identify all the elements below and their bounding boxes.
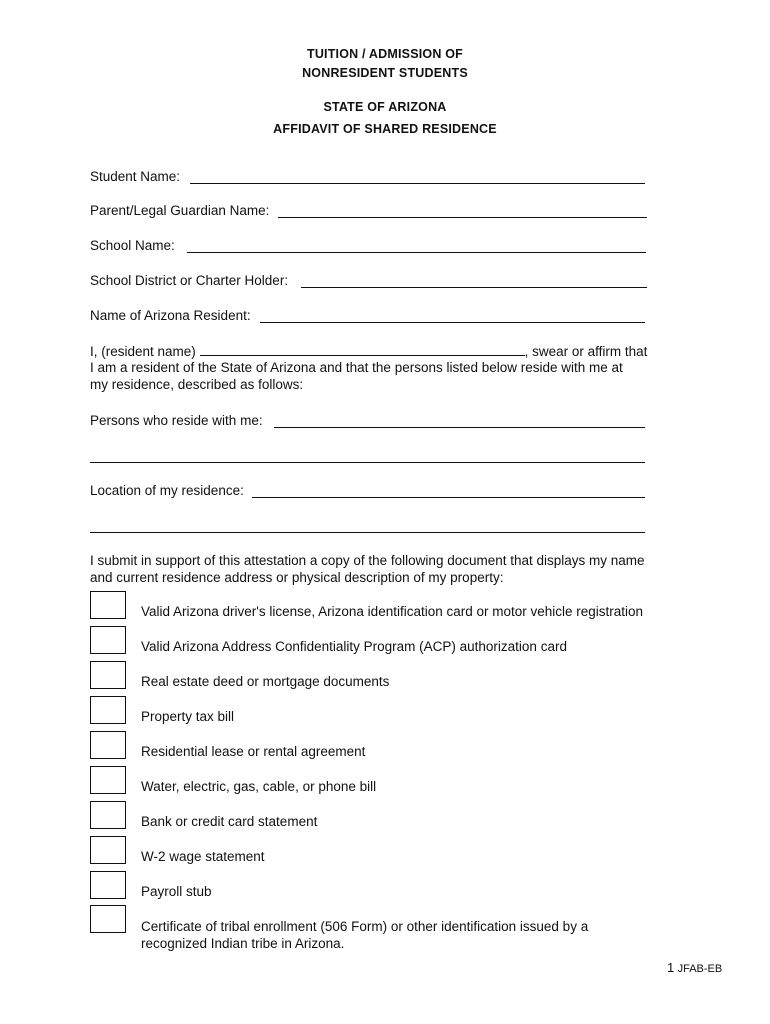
location-blank-2[interactable] xyxy=(90,532,645,533)
school-name-blank[interactable] xyxy=(187,252,646,253)
option-utility-bill: Water, electric, gas, cable, or phone bill xyxy=(141,779,377,794)
submit-text-line-1: I submit in support of this attestation a copy of the following document that displays my name xyxy=(90,553,645,568)
checkbox-bank-statement[interactable] xyxy=(90,801,126,829)
resident-name-blank[interactable] xyxy=(260,322,645,323)
checkbox-lease[interactable] xyxy=(90,731,126,759)
form-title-line-2: NONRESIDENT STUDENTS xyxy=(302,66,468,80)
form-affidavit-title: AFFIDAVIT OF SHARED RESIDENCE xyxy=(273,122,497,136)
form-code: JFAB-EB xyxy=(677,963,723,975)
checkbox-payroll-stub[interactable] xyxy=(90,871,126,899)
checkbox-w2[interactable] xyxy=(90,836,126,864)
page-number: 1 xyxy=(667,960,675,975)
district-blank[interactable] xyxy=(301,287,647,288)
location-label: Location of my residence: xyxy=(90,483,244,498)
option-w2: W-2 wage statement xyxy=(141,849,265,864)
option-real-estate-deed: Real estate deed or mortgage documents xyxy=(141,674,390,689)
checkbox-tribal-enrollment[interactable] xyxy=(90,905,126,933)
option-bank-statement: Bank or credit card statement xyxy=(141,814,318,829)
student-name-blank[interactable] xyxy=(190,183,645,184)
oath-prefix: I, (resident name) xyxy=(90,344,196,359)
page-footer xyxy=(667,960,722,975)
district-label: School District or Charter Holder: xyxy=(90,273,289,288)
option-lease: Residential lease or rental agreement xyxy=(141,744,366,759)
option-drivers-license: Valid Arizona driver's license, Arizona identification card or motor vehicle registration xyxy=(141,604,644,619)
persons-blank-2[interactable] xyxy=(90,462,645,463)
checkbox-real-estate-deed[interactable] xyxy=(90,661,126,689)
oath-line-1 xyxy=(90,343,647,359)
option-payroll-stub: Payroll stub xyxy=(141,884,212,899)
oath-suffix: , swear or affirm that xyxy=(524,344,648,359)
form-title-line-1: TUITION / ADMISSION OF xyxy=(306,47,464,61)
oath-line-3: my residence, described as follows: xyxy=(90,377,304,392)
resident-name-label: Name of Arizona Resident: xyxy=(90,308,251,323)
guardian-name-blank[interactable] xyxy=(278,217,647,218)
oath-line-2: I am a resident of the State of Arizona and that the persons listed below reside with me at xyxy=(90,360,623,375)
checkbox-property-tax[interactable] xyxy=(90,696,126,724)
persons-blank-1[interactable] xyxy=(274,427,645,428)
checkbox-utility-bill[interactable] xyxy=(90,766,126,794)
school-name-label: School Name: xyxy=(90,238,175,253)
resident-name-oath-blank[interactable] xyxy=(200,343,525,356)
option-acp-card: Valid Arizona Address Confidentiality Program (ACP) authorization card xyxy=(141,639,567,654)
checkbox-drivers-license[interactable] xyxy=(90,591,126,619)
option-tribal-enrollment: Certificate of tribal enrollment (506 Form) or other identification issued by a recognized Indian tribe in Arizona. xyxy=(141,919,589,951)
submit-text-line-2: and current residence address or physical description of my property: xyxy=(90,570,504,585)
student-name-label: Student Name: xyxy=(90,169,181,184)
checkbox-acp-card[interactable] xyxy=(90,626,126,654)
location-blank-1[interactable] xyxy=(252,497,645,498)
form-state-title: STATE OF ARIZONA xyxy=(323,100,447,114)
option-property-tax: Property tax bill xyxy=(141,709,235,724)
guardian-name-label: Parent/Legal Guardian Name: xyxy=(90,203,270,218)
persons-label: Persons who reside with me: xyxy=(90,413,263,428)
